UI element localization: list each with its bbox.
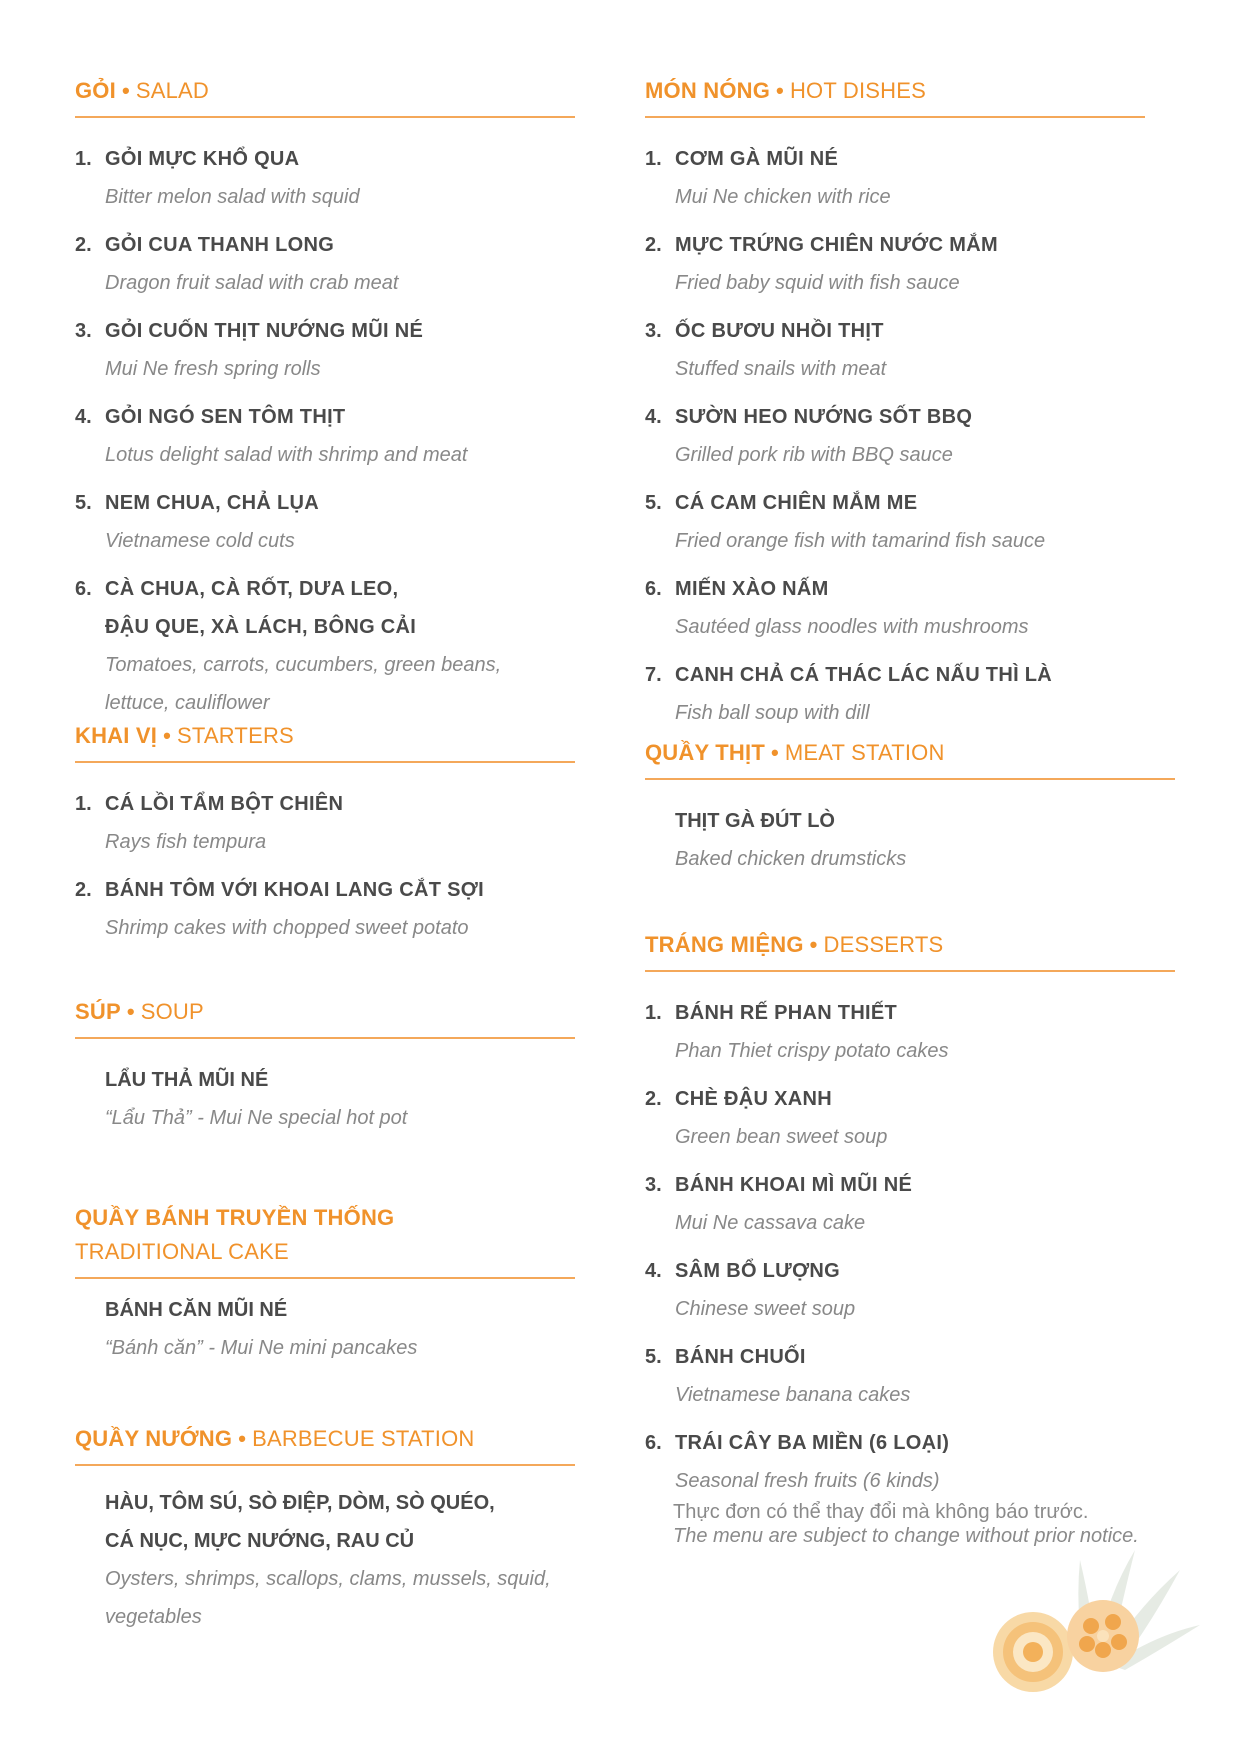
menu-item bbox=[645, 312, 1145, 388]
section-title-starters bbox=[75, 719, 575, 753]
item-name-vi: TRÁI CÂY BA MIỀN (6 LOẠI) bbox=[675, 1432, 950, 1454]
section-title-vi: GỎI bbox=[75, 78, 116, 103]
menu-item bbox=[645, 484, 1145, 560]
item-name-en: Stuffed snails with meat bbox=[675, 358, 887, 380]
item-name-vi: CÁ LỒI TẨM BỘT CHIÊN bbox=[105, 793, 344, 815]
menu-item bbox=[75, 398, 575, 474]
item-name-vi: GỎI CUỐN THỊT NƯỚNG MŨI NÉ bbox=[105, 320, 424, 342]
section-desserts bbox=[645, 928, 1175, 1510]
section-title-hot bbox=[645, 74, 1145, 108]
flower-decoration-icon bbox=[985, 1540, 1205, 1710]
item-name-vi: CÁ NỤC, MỰC NƯỚNG, RAU CỦ bbox=[105, 1530, 415, 1552]
item-name-vi: ỐC BƯƠU NHỒI THỊT bbox=[675, 320, 884, 342]
item-name-en: Green bean sweet soup bbox=[675, 1126, 888, 1148]
item-name-vi: NEM CHUA, CHẢ LỤA bbox=[105, 492, 319, 514]
item-name-en: Fried orange fish with tamarind fish sauce bbox=[675, 530, 1046, 552]
item-name-vi: SÂM BỔ LƯỢNG bbox=[675, 1260, 841, 1282]
section-divider bbox=[75, 1037, 575, 1039]
section-title-en: HOT DISHES bbox=[789, 78, 927, 103]
item-number: 2. bbox=[75, 234, 92, 256]
bbq-list bbox=[75, 1484, 575, 1636]
menu-item bbox=[645, 656, 1145, 732]
section-title-salad bbox=[75, 74, 575, 108]
item-number: 1. bbox=[645, 1002, 662, 1024]
section-title-vi: SÚP bbox=[75, 999, 121, 1024]
note-en: The menu are subject to change without prior notice. bbox=[673, 1525, 1139, 1547]
item-name-en: lettuce, cauliflower bbox=[105, 692, 270, 714]
separator-dot: • bbox=[809, 932, 818, 957]
item-name-vi: BÁNH CHUỐI bbox=[675, 1346, 806, 1368]
hot-list bbox=[645, 140, 1145, 732]
meat-list bbox=[645, 802, 1175, 878]
item-name-vi: CANH CHẢ CÁ THÁC LÁC NẤU THÌ LÀ bbox=[675, 664, 1053, 686]
section-title-en: SOUP bbox=[140, 999, 204, 1024]
section-title-en: SALAD bbox=[135, 78, 209, 103]
section-divider bbox=[75, 116, 575, 118]
menu-item bbox=[75, 226, 575, 302]
item-number: 3. bbox=[645, 320, 662, 342]
item-name-en: Seasonal fresh fruits (6 kinds) bbox=[675, 1470, 940, 1492]
item-number: 3. bbox=[75, 320, 92, 342]
separator-dot: • bbox=[776, 78, 784, 103]
item-name-en: Fried baby squid with fish sauce bbox=[675, 272, 960, 294]
section-meat-station bbox=[645, 736, 1175, 878]
menu-item bbox=[75, 570, 575, 722]
item-number: 4. bbox=[645, 1260, 662, 1282]
item-number: 1. bbox=[75, 148, 92, 170]
menu-item bbox=[645, 1338, 1175, 1414]
menu-item bbox=[645, 140, 1145, 216]
menu-item bbox=[645, 1252, 1175, 1328]
item-name-en: Vietnamese banana cakes bbox=[675, 1384, 911, 1406]
item-number: 2. bbox=[645, 234, 662, 256]
item-name-vi: CƠM GÀ MŨI NÉ bbox=[675, 148, 839, 170]
section-divider bbox=[645, 778, 1175, 780]
section-title-vi: QUẦY BÁNH TRUYỀN THỐNG bbox=[75, 1205, 395, 1230]
item-number: 6. bbox=[75, 578, 92, 600]
item-number: 1. bbox=[75, 793, 92, 815]
separator-dot: • bbox=[126, 999, 135, 1024]
cake-list bbox=[75, 1291, 575, 1367]
section-divider bbox=[75, 1464, 575, 1466]
item-name-en: Bitter melon salad with squid bbox=[105, 186, 360, 208]
menu-item bbox=[75, 140, 575, 216]
menu-item bbox=[75, 312, 575, 388]
item-name-vi: MỰC TRỨNG CHIÊN NƯỚC MẮM bbox=[675, 234, 998, 256]
item-name-en: “Bánh căn” - Mui Ne mini pancakes bbox=[105, 1337, 418, 1359]
item-name-en: Grilled pork rib with BBQ sauce bbox=[675, 444, 953, 466]
section-divider bbox=[645, 116, 1145, 118]
separator-dot: • bbox=[163, 723, 171, 748]
item-number: 4. bbox=[645, 406, 662, 428]
section-title-bbq bbox=[75, 1422, 575, 1456]
soup-list bbox=[75, 1061, 575, 1137]
menu-item bbox=[645, 570, 1145, 646]
item-name-en: Oysters, shrimps, scallops, clams, mussels, squid, bbox=[105, 1568, 551, 1590]
separator-dot: • bbox=[770, 740, 779, 765]
section-soup bbox=[75, 995, 575, 1137]
item-number: 2. bbox=[645, 1088, 662, 1110]
item-name-vi: CÀ CHUA, CÀ RỐT, DƯA LEO, bbox=[105, 578, 399, 600]
item-number: 5. bbox=[645, 1346, 662, 1368]
item-name-vi: GỎI CUA THANH LONG bbox=[105, 234, 335, 256]
note-vi: Thực đơn có thể thay đổi mà không báo trước. bbox=[673, 1501, 1089, 1523]
item-name-en: Vietnamese cold cuts bbox=[105, 530, 295, 552]
item-name-vi: CÁ CAM CHIÊN MẮM ME bbox=[675, 492, 918, 514]
separator-dot: • bbox=[121, 78, 130, 103]
starters-list bbox=[75, 785, 575, 947]
section-starters bbox=[75, 719, 575, 957]
item-name-vi: ĐẬU QUE, XÀ LÁCH, BÔNG CẢI bbox=[105, 616, 417, 638]
section-divider bbox=[645, 970, 1175, 972]
item-name-en: “Lẩu Thả” - Mui Ne special hot pot bbox=[105, 1107, 408, 1129]
section-divider bbox=[75, 1277, 575, 1279]
menu-item bbox=[645, 1080, 1175, 1156]
item-name-vi: LẨU THẢ MŨI NÉ bbox=[105, 1069, 269, 1091]
menu-item bbox=[75, 484, 575, 560]
item-number: 6. bbox=[645, 578, 662, 600]
section-title-soup bbox=[75, 995, 575, 1029]
item-name-vi: BÁNH CĂN MŨI NÉ bbox=[105, 1299, 288, 1321]
section-title-en: TRADITIONAL CAKE bbox=[75, 1239, 289, 1264]
item-name-en: Mui Ne cassava cake bbox=[675, 1212, 866, 1234]
section-title-vi: MÓN NÓNG bbox=[645, 78, 771, 103]
section-title-en: DESSERTS bbox=[823, 932, 944, 957]
section-title-vi: TRÁNG MIỆNG bbox=[645, 932, 804, 957]
section-salad bbox=[75, 74, 575, 732]
item-number: 5. bbox=[645, 492, 662, 514]
menu-item bbox=[645, 994, 1175, 1070]
section-title-vi: KHAI VỊ bbox=[75, 723, 158, 748]
item-name-en: Chinese sweet soup bbox=[675, 1298, 856, 1320]
section-title-en: MEAT STATION bbox=[784, 740, 945, 765]
item-name-en: Mui Ne chicken with rice bbox=[675, 186, 891, 208]
item-number: 2. bbox=[75, 879, 92, 901]
item-name-vi: THỊT GÀ ĐÚT LÒ bbox=[675, 810, 835, 832]
separator-dot: • bbox=[238, 1426, 247, 1451]
item-name-en: Sautéed glass noodles with mushrooms bbox=[675, 616, 1029, 638]
menu-item bbox=[75, 1484, 575, 1636]
section-title-meat bbox=[645, 736, 1175, 770]
menu-item bbox=[75, 1291, 575, 1367]
item-name-vi: GỎI MỰC KHỔ QUA bbox=[105, 148, 300, 170]
item-name-vi: BÁNH TÔM VỚI KHOAI LANG CẮT SỢI bbox=[105, 879, 484, 901]
section-title-vi: QUẦY NƯỚNG bbox=[75, 1426, 233, 1451]
item-name-vi: CHÈ ĐẬU XANH bbox=[675, 1088, 832, 1110]
item-name-en: Mui Ne fresh spring rolls bbox=[105, 358, 321, 380]
item-number: 3. bbox=[645, 1174, 662, 1196]
section-barbecue bbox=[75, 1422, 575, 1636]
item-number: 7. bbox=[645, 664, 662, 686]
item-name-en: Lotus delight salad with shrimp and meat bbox=[105, 444, 468, 466]
menu-item bbox=[75, 785, 575, 861]
item-name-vi: BÁNH KHOAI MÌ MŨI NÉ bbox=[675, 1174, 913, 1196]
item-name-en: Tomatoes, carrots, cucumbers, green beans, bbox=[105, 654, 502, 676]
section-title-en: STARTERS bbox=[176, 723, 294, 748]
item-name-vi: HÀU, TÔM SÚ, SÒ ĐIỆP, DÒM, SÒ QUÉO, bbox=[105, 1492, 495, 1514]
item-name-en: Fish ball soup with dill bbox=[675, 702, 870, 724]
item-name-en: Baked chicken drumsticks bbox=[675, 848, 907, 870]
section-traditional-cake bbox=[75, 1201, 575, 1367]
item-name-vi: SƯỜN HEO NƯỚNG SỐT BBQ bbox=[675, 406, 973, 428]
item-name-vi: BÁNH RẾ PHAN THIẾT bbox=[675, 1002, 898, 1024]
item-name-vi: MIẾN XÀO NẤM bbox=[675, 578, 829, 600]
menu-item bbox=[645, 226, 1145, 302]
section-hot-dishes bbox=[645, 74, 1145, 742]
menu-item bbox=[75, 1061, 575, 1137]
item-number: 6. bbox=[645, 1432, 662, 1454]
desserts-list bbox=[645, 994, 1175, 1500]
section-divider bbox=[75, 761, 575, 763]
item-name-en: Rays fish tempura bbox=[105, 831, 267, 853]
item-name-en: Phan Thiet crispy potato cakes bbox=[675, 1040, 949, 1062]
item-number: 5. bbox=[75, 492, 92, 514]
item-name-vi: GỎI NGÓ SEN TÔM THỊT bbox=[105, 406, 346, 428]
menu-item bbox=[645, 398, 1145, 474]
item-name-en: Dragon fruit salad with crab meat bbox=[105, 272, 399, 294]
menu-item bbox=[645, 1166, 1175, 1242]
section-title-en: BARBECUE STATION bbox=[252, 1426, 475, 1451]
item-number: 4. bbox=[75, 406, 92, 428]
salad-list bbox=[75, 140, 575, 722]
section-title-cake bbox=[75, 1201, 575, 1269]
section-title-desserts bbox=[645, 928, 1175, 962]
menu-item bbox=[75, 871, 575, 947]
item-name-en: Shrimp cakes with chopped sweet potato bbox=[105, 917, 469, 939]
menu-item bbox=[645, 1424, 1175, 1500]
item-number: 1. bbox=[645, 148, 662, 170]
section-title-vi: QUẦY THỊT bbox=[645, 740, 765, 765]
item-name-en: vegetables bbox=[105, 1606, 202, 1628]
menu-item bbox=[645, 802, 1175, 878]
